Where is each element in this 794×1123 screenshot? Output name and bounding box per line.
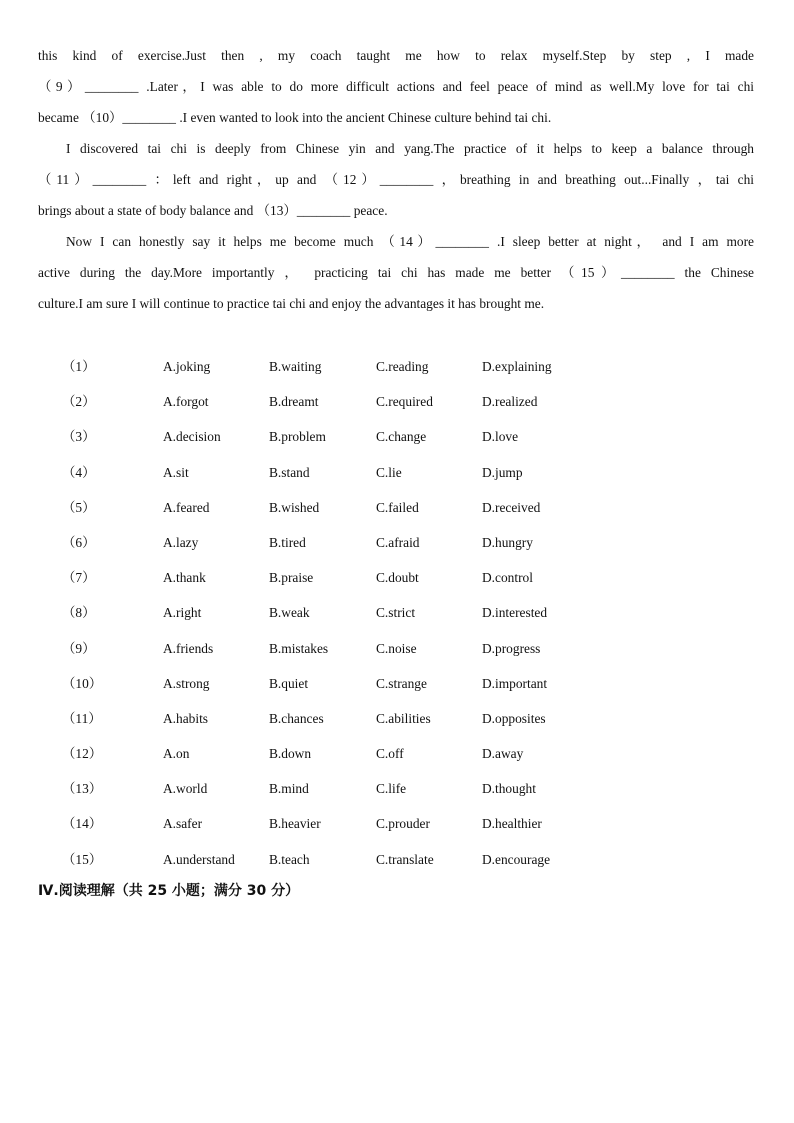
option-d: D.opposites — [482, 710, 546, 726]
option-b: B.wished — [269, 499, 320, 515]
option-a: A.joking — [163, 359, 211, 374]
passage-line: brings about a state of body balance and （13）________ peace. — [38, 203, 388, 218]
option-d: D.healthier — [482, 816, 542, 832]
option-a: A.strong — [163, 675, 210, 691]
option-a: A.thank — [163, 570, 206, 586]
passage-line: this kind of exercise.Just then , my coach taught me how to relax myself.Step by step , I made — [38, 48, 754, 63]
option-a: A.sit — [163, 464, 189, 480]
question-number: （7） — [62, 570, 96, 586]
option-c: C.change — [376, 429, 427, 445]
option-d: D.love — [482, 429, 519, 445]
option-a: A.on — [163, 746, 190, 762]
question-number: （13） — [62, 781, 103, 797]
option-a: A.habits — [163, 710, 209, 726]
option-a: A.feared — [163, 499, 210, 515]
question-number: （2） — [62, 394, 96, 410]
passage-line: （11）________ ：left and right，up and （12）________ ，breathing in and breathing out...Finally ，tai chi — [38, 172, 754, 187]
option-a: A.lazy — [163, 534, 199, 550]
question-number: （4） — [62, 464, 96, 480]
option-d: D.encourage — [482, 851, 551, 867]
option-a: A.right — [163, 605, 202, 621]
question-number: （15） — [62, 851, 103, 867]
option-b: B.waiting — [269, 359, 322, 374]
option-d: D.interested — [482, 605, 548, 621]
question-number: （1） — [62, 359, 96, 374]
option-d: D.important — [482, 675, 548, 691]
option-b: B.weak — [269, 605, 310, 621]
option-c: C.prouder — [376, 816, 430, 832]
question-number: （11） — [62, 710, 102, 726]
option-d: D.jump — [482, 464, 523, 480]
option-b: B.problem — [269, 429, 326, 445]
option-c: C.doubt — [376, 570, 419, 586]
option-c: C.life — [376, 781, 407, 797]
option-a: A.decision — [163, 429, 221, 445]
option-d: D.control — [482, 570, 533, 586]
passage — [38, 40, 754, 319]
question-number: （3） — [62, 429, 96, 445]
option-b: B.teach — [269, 851, 310, 867]
option-c: C.off — [376, 746, 404, 762]
question-number: （9） — [62, 640, 96, 656]
option-b: B.dreamt — [269, 394, 319, 410]
passage-line: I discovered tai chi is deeply from Chinese yin and yang.The practice of it helps to keep a balance through — [66, 141, 754, 156]
section-heading: Ⅳ.阅读理解（共 25 小题；满分 30 分） — [38, 883, 300, 899]
option-d: D.explaining — [482, 359, 552, 374]
passage-line: became （10）________ .I even wanted to look into the ancient Chinese culture behind tai chi. — [38, 110, 552, 125]
question-number: （12） — [62, 746, 103, 762]
question-number: （8） — [62, 605, 96, 621]
option-c: C.strange — [376, 675, 427, 691]
option-c: C.failed — [376, 499, 419, 515]
option-b: B.down — [269, 746, 312, 762]
option-a: A.friends — [163, 640, 214, 656]
option-d: D.received — [482, 499, 541, 515]
option-b: B.mistakes — [269, 640, 329, 656]
option-b: B.stand — [269, 464, 310, 480]
passage-line: Now I can honestly say it helps me become much （14）________ .I sleep better at night， and I am more — [66, 234, 754, 249]
option-a: A.safer — [163, 816, 203, 832]
option-a: A.forgot — [163, 394, 209, 410]
question-number: （5） — [62, 499, 96, 515]
option-b: B.chances — [269, 710, 324, 726]
option-d: D.thought — [482, 781, 536, 797]
question-number: （10） — [62, 675, 103, 691]
question-number: （6） — [62, 534, 96, 550]
option-d: D.away — [482, 746, 524, 762]
option-c: C.noise — [376, 640, 417, 656]
option-b: B.quiet — [269, 675, 309, 691]
option-b: B.heavier — [269, 816, 321, 832]
option-c: C.reading — [376, 359, 429, 374]
passage-line: （9）________ .Later，I was able to do more difficult actions and feel peace of mind as well.My love for tai chi — [38, 79, 754, 94]
option-b: B.tired — [269, 534, 306, 550]
option-c: C.abilities — [376, 710, 431, 726]
option-a: A.understand — [163, 851, 235, 867]
option-d: D.realized — [482, 394, 538, 410]
option-b: B.praise — [269, 570, 314, 586]
passage-line: culture.I am sure I will continue to practice tai chi and enjoy the advantages it has brought me. — [38, 296, 545, 311]
option-c: C.lie — [376, 464, 402, 480]
option-a: A.world — [163, 781, 208, 797]
question-number: （14） — [62, 816, 103, 832]
option-d: D.progress — [482, 640, 541, 656]
option-c: C.strict — [376, 605, 416, 621]
passage-line: active during the day.More importantly ， practicing tai chi has made me better （15）________ the Chinese — [38, 265, 754, 280]
option-c: C.translate — [376, 851, 434, 867]
option-b: B.mind — [269, 781, 309, 797]
option-c: C.required — [376, 394, 433, 410]
option-d: D.hungry — [482, 534, 533, 550]
option-c: C.afraid — [376, 534, 420, 550]
